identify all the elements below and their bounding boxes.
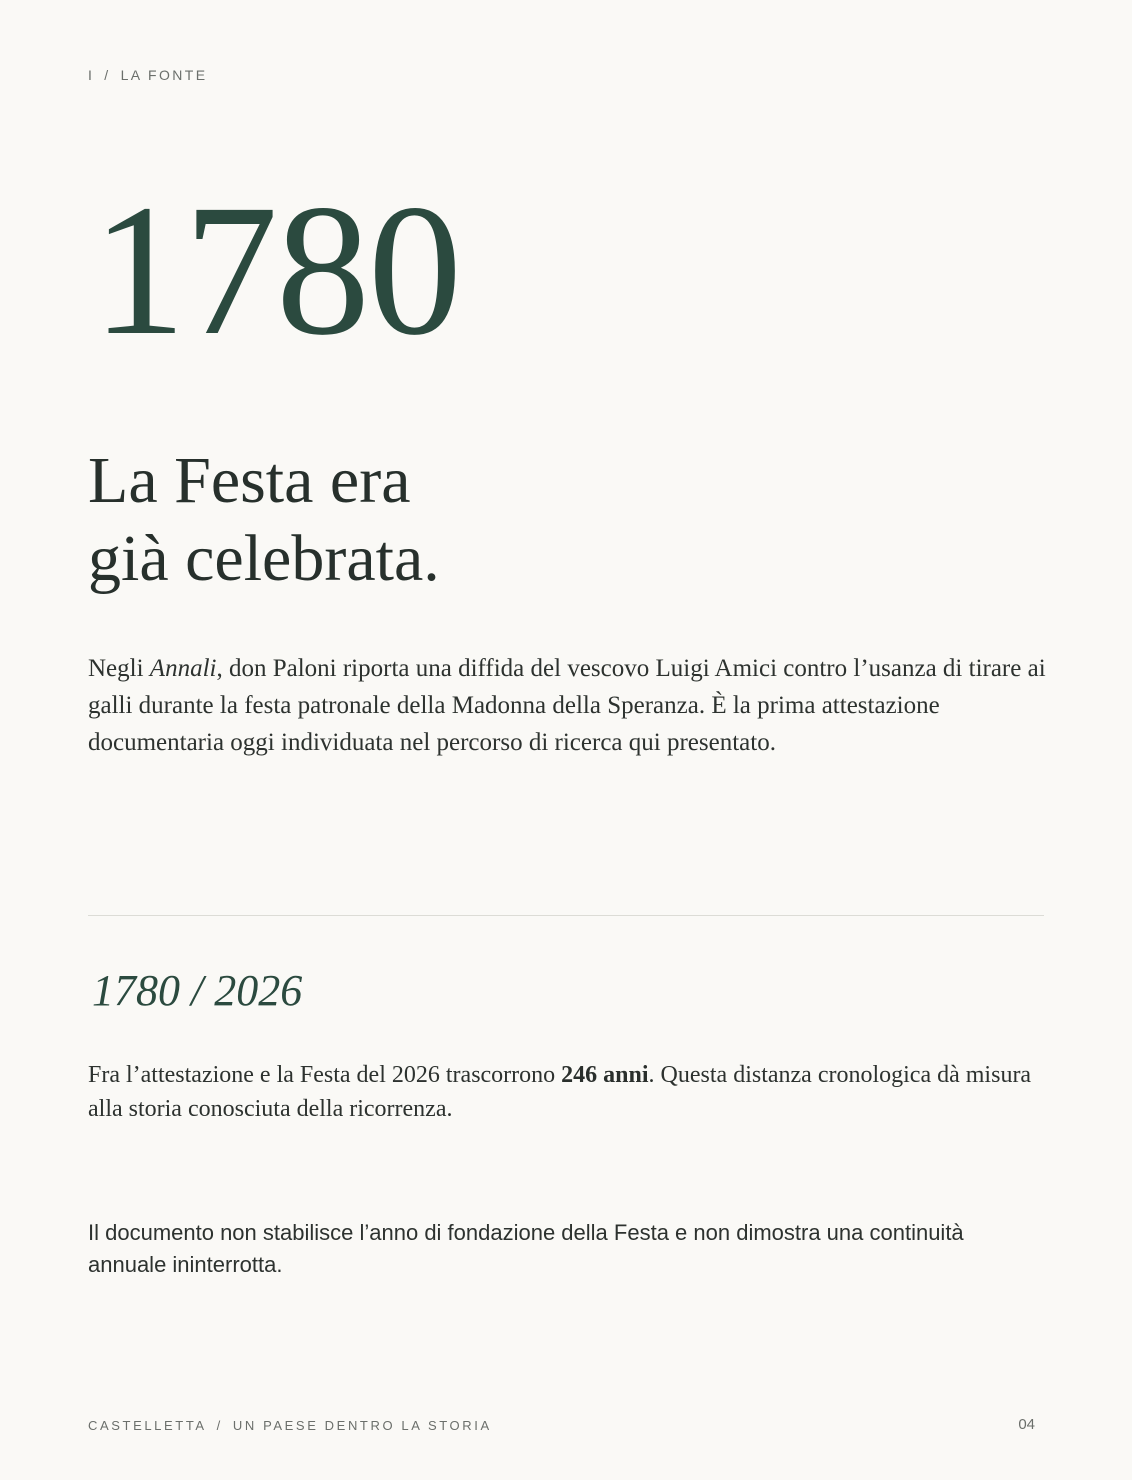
section-label <box>88 67 207 83</box>
date-range: 1780 / 2026 <box>92 966 303 1015</box>
footer-separator: / <box>216 1418 223 1433</box>
intro-prefix: Negli <box>88 655 150 682</box>
page-number: 04 <box>1018 1416 1035 1433</box>
intro-text: , don Paloni riporta una diffida del vescovo Luigi Amici contro l’usanza di tirare ai galli durante la festa patronale della Madonna della Speranza. È la prima attestazione documentaria oggi individuata nel percorso di ricerca qui presentato. <box>88 655 1046 756</box>
footer-place: CASTELLETTA <box>88 1418 207 1433</box>
section-number: I <box>88 67 95 83</box>
section-title: LA FONTE <box>120 67 208 83</box>
distance-suffix: . Questa distanza cronologica dà misura alla storia conosciuta della ricorrenza. <box>88 1062 1032 1122</box>
distance-prefix: Fra l’attestazione e la Festa del 2026 trascorrono <box>88 1062 562 1088</box>
distance-highlight: 246 anni <box>561 1062 649 1088</box>
headline-line-1: La Festa era <box>88 444 411 517</box>
section-divider <box>88 915 1044 916</box>
distance-paragraph <box>88 1058 1048 1126</box>
section-separator: / <box>104 67 111 83</box>
source-title: Annali <box>149 655 217 682</box>
footer-credit <box>88 1418 492 1433</box>
footer-series: UN PAESE DENTRO LA STORIA <box>232 1418 492 1433</box>
headline-line-2: già celebrata. <box>88 522 440 595</box>
hero-year: 1780 <box>92 165 460 374</box>
headline <box>88 442 440 598</box>
disclaimer-note: Il documento non stabilisce l’anno di fondazione della Festa e non dimostra una continuità annuale ininterrotta. <box>88 1220 964 1277</box>
intro-paragraph <box>88 650 1048 761</box>
